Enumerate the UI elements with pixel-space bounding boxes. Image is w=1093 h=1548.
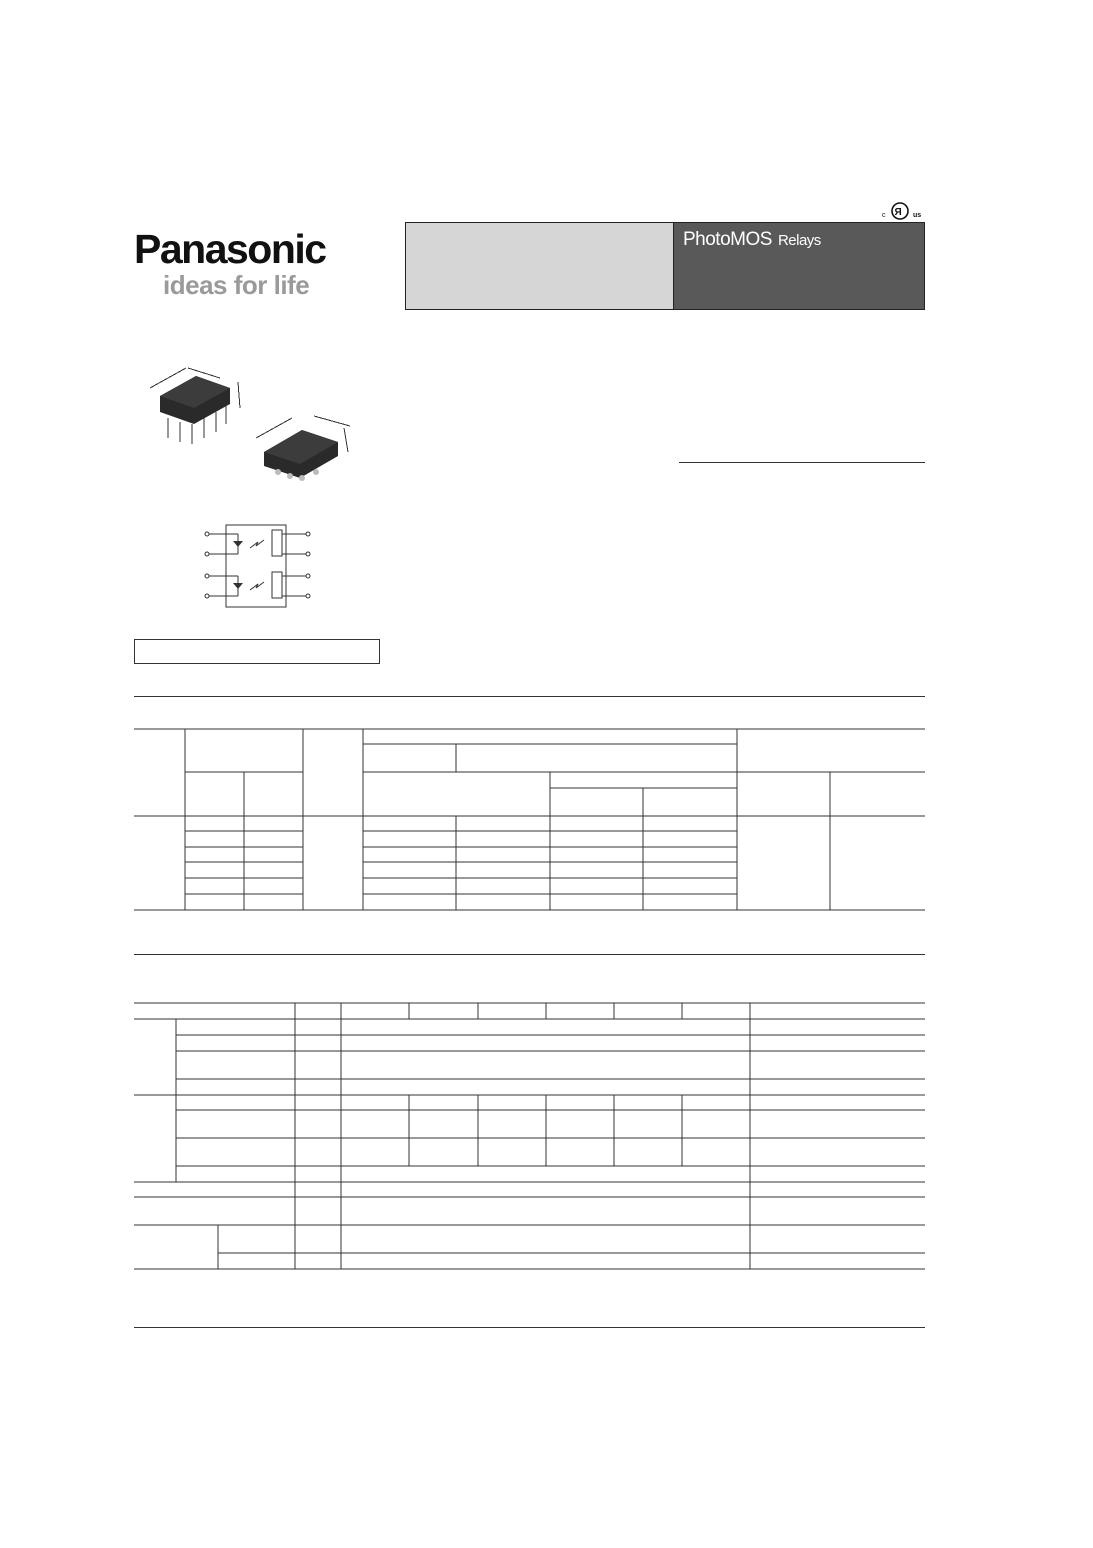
series-title-main: PhotoMOS (683, 229, 772, 250)
series-title-sub: Relays (777, 232, 821, 249)
brand-name: Panasonic (134, 226, 326, 272)
svg-text:c: c (882, 212, 886, 219)
brand-tagline: ideas for life (163, 270, 310, 300)
svg-text:Я: Я (894, 207, 902, 218)
svg-text:us: us (913, 212, 922, 219)
